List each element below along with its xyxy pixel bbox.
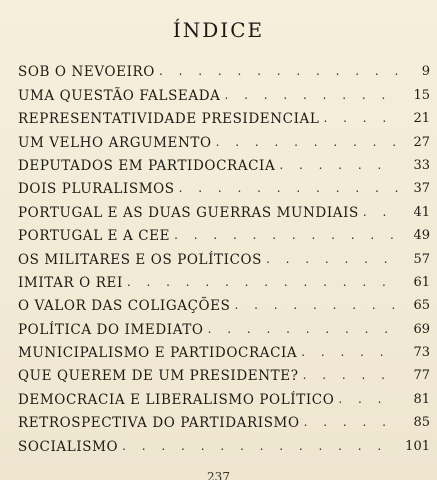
toc-entry-page: 85 <box>413 415 430 431</box>
toc-entry <box>18 152 430 175</box>
dot-leader <box>122 437 398 456</box>
toc-entry-page: 27 <box>413 134 430 150</box>
toc-entry-title: SOB O NEVOEIRO <box>18 64 155 81</box>
dot-leader <box>159 62 398 81</box>
dot-leader <box>338 390 398 409</box>
dot-leader <box>234 296 398 315</box>
dot-leader <box>208 320 398 339</box>
table-of-contents <box>18 58 430 456</box>
toc-entry-title: PORTUGAL E A CEE <box>18 228 171 245</box>
toc-entry-title: UM VELHO ARGUMENTO <box>18 134 212 151</box>
dot-leader <box>127 273 398 292</box>
dot-leader <box>174 226 398 245</box>
toc-entry-page: 37 <box>413 181 430 197</box>
toc-entry-page: 49 <box>413 228 430 244</box>
toc-entry <box>18 432 430 455</box>
toc-entry-page: 21 <box>413 111 430 127</box>
footer-page-number: 237 <box>207 470 230 480</box>
toc-entry <box>18 409 430 432</box>
toc-entry <box>18 58 430 81</box>
toc-entry <box>18 105 430 128</box>
dot-leader <box>179 179 398 198</box>
toc-entry-title: PORTUGAL E AS DUAS GUERRAS MUNDIAIS <box>18 204 359 221</box>
toc-entry-title: O VALOR DAS COLIGAÇÕES <box>18 298 231 315</box>
toc-entry-title: OS MILITARES E OS POLÍTICOS <box>18 251 263 268</box>
dot-leader <box>363 203 398 222</box>
dot-leader <box>216 133 398 152</box>
toc-entry-title: DEPUTADOS EM PARTIDOCRACIA <box>18 157 276 174</box>
toc-entry-page: 73 <box>413 345 430 361</box>
page-title: ÍNDICE <box>172 18 265 42</box>
toc-entry <box>18 385 430 408</box>
toc-entry <box>18 175 430 198</box>
toc-entry <box>18 81 430 104</box>
dot-leader <box>304 413 398 432</box>
dot-leader <box>279 156 398 175</box>
toc-entry-page: 101 <box>405 438 430 454</box>
toc-entry-title: REPRESENTATIVIDADE PRESIDENCIAL <box>18 111 320 128</box>
dot-leader <box>303 366 398 385</box>
toc-entry <box>18 128 430 151</box>
toc-entry <box>18 339 430 362</box>
toc-entry-title: RETROSPECTIVA DO PARTIDARISMO <box>18 415 300 432</box>
toc-entry-page: 33 <box>413 157 430 173</box>
toc-entry-title: POLÍTICA DO IMEDIATO <box>18 321 204 338</box>
toc-entry-title: MUNICIPALISMO E PARTIDOCRACIA <box>18 345 298 362</box>
dot-leader <box>225 86 399 105</box>
toc-entry-page: 81 <box>413 391 430 407</box>
toc-entry-title: DEMOCRACIA E LIBERALISMO POLÍTICO <box>18 391 335 408</box>
dot-leader <box>266 250 398 269</box>
toc-entry-page: 61 <box>413 274 430 290</box>
toc-entry-page: 41 <box>413 204 430 220</box>
toc-entry <box>18 222 430 245</box>
toc-entry-title: DOIS PLURALISMOS <box>18 181 175 198</box>
toc-entry <box>18 245 430 268</box>
toc-entry-title: QUE QUEREM DE UM PRESIDENTE? <box>18 368 299 385</box>
toc-entry-page: 77 <box>413 368 430 384</box>
toc-entry <box>18 269 430 292</box>
toc-entry <box>18 292 430 315</box>
toc-entry-page: 69 <box>413 321 430 337</box>
toc-entry-title: SOCIALISMO <box>18 438 119 455</box>
toc-entry-page: 57 <box>413 251 430 267</box>
toc-entry-page: 9 <box>421 64 430 80</box>
dot-leader <box>301 343 398 362</box>
toc-entry-page: 65 <box>413 298 430 314</box>
toc-entry-page: 15 <box>413 87 430 103</box>
dot-leader <box>323 109 398 128</box>
toc-entry-title: UMA QUESTÃO FALSEADA <box>18 87 221 104</box>
toc-entry <box>18 362 430 385</box>
toc-entry <box>18 315 430 338</box>
toc-entry-title: IMITAR O REI <box>18 274 123 291</box>
toc-entry <box>18 198 430 221</box>
